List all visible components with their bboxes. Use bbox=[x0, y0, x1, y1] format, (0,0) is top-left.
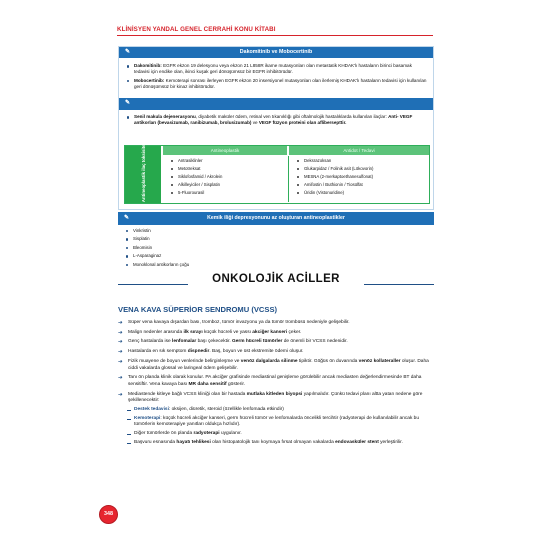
info-box-header bbox=[119, 98, 433, 110]
arrow-item: ➔ Hastalarda en sık semptom dispnedir. Baş, boyun ve üst ekstremite ödemi oluşur. bbox=[118, 349, 304, 356]
column-divider bbox=[288, 156, 289, 202]
arrow-right-icon: ➔ bbox=[118, 391, 123, 398]
toxicity-antidote-table bbox=[124, 129, 430, 204]
column-header-antidote: Antidot / Tedavi bbox=[289, 146, 429, 155]
info-box-title: Kemik iliği depresyonunu az oluşturan antineoplastikler bbox=[207, 215, 345, 221]
dash-item: Başvuru esnasında hayatı tehlikesi olan histopatolojik tanı koymaya fırsat olmayan vakalarda endovasküler stent yerleştirilir. bbox=[118, 440, 438, 447]
antidote-column bbox=[295, 157, 374, 197]
table-cell: Glukarpidaz / Folinik asit (Lökovorin) bbox=[295, 165, 374, 173]
dash-item: Destek tedavisi: oksijen, diüretik, steroid (özellikle lenfomada etkindir) bbox=[118, 407, 438, 414]
table-cell: Metotreksat bbox=[169, 165, 222, 173]
arrow-item: ➔ Tanı ön planda klinik olarak konulur. PA akciğer grafisinde mediastinal genişleme görülebilir ancak mediasten değerlendirmesinde BT daha sensitiftir. Vena kavaya bası MR daha sensitif gösterir. bbox=[118, 375, 422, 387]
list-item: Mobocertinib: Kemoterapi sonrası ilerleyen EGFR ekzon 20 insersiyonel mutasyonları olan ilerlemiş KHDAK'lı hastaların tedavisi için kullanılan geri dönüşümsüz bir kinaz inhibitörüdür. bbox=[125, 78, 427, 91]
list-item: Vinkristin bbox=[124, 227, 189, 235]
table-cell: Üridin (Vistonuridine) bbox=[295, 189, 374, 197]
page-number-badge: 348 bbox=[99, 505, 118, 524]
list-item: L-Asparaginaz bbox=[124, 252, 189, 260]
table-cell: Antrasiklinler bbox=[169, 157, 222, 165]
table-cell: 5-Fluorourasil bbox=[169, 189, 222, 197]
arrow-item: ➔ Süper vena kavaya dışardan bası, tromboz, tümör invazyonu ya da tümör trombüsü nedeniyle gelişebilir. bbox=[118, 320, 350, 326]
info-box-header bbox=[118, 212, 434, 225]
subsection-title: VENA KAVA SÜPERİOR SENDROMU (VCSS) bbox=[118, 305, 278, 314]
arrow-item: ➔ Fizik muayene de boyun venlerinde belirginleşme ve venöz dalgalarda silinme tipiktir. Göğüs ön duvarında venöz kollateraller oluşur. Daha ciddi vakalarda glossal ve laringeal ödem gelişebilir. bbox=[118, 358, 429, 371]
dash-item: Diğer tümörlerde ön planda radyoterapi uygulanır. bbox=[118, 431, 438, 438]
section-rule-right bbox=[364, 284, 434, 285]
list-item: Bleomisin bbox=[124, 244, 189, 252]
arrow-right-icon: ➔ bbox=[118, 375, 123, 382]
arrow-right-icon: ➔ bbox=[118, 358, 123, 365]
list-item: Senil makula dejenerasyonu, diyabetik maküler ödem, retinal ven tıkanıklığı gibi oftalmolojik hastalıklarda kullanılan ilaçlar: Anti- VEGF antikorları (bevasizumab, ranibizumab, brolusizumab) ve VEGF füzyon proteini olan aflibersepttir. bbox=[125, 114, 427, 127]
arrow-right-icon: ➔ bbox=[118, 320, 123, 326]
dash-item: Kemoterapi: küçük hücreli akciğer kanseri, germ hücreli tümör ve lenfomalarda öncelikli tercihtir (radyoterapi de kullanılabilir ancak bu tümörlerin kemoterapiye yanıtları oldukça hızlıdır). bbox=[118, 416, 438, 429]
arrow-right-icon: ➔ bbox=[118, 329, 123, 336]
info-box-header bbox=[119, 47, 433, 58]
vcss-content bbox=[118, 320, 438, 447]
list-item: Sisplatin bbox=[124, 235, 189, 243]
pin-icon: ✎ bbox=[124, 215, 130, 221]
column-header-antineoplastic: Antineoplastik bbox=[163, 146, 287, 155]
table-cell: Siklofosfamid / Akrolein bbox=[169, 173, 222, 181]
arrow-item: ➔ Mediastende kitleye bağlı VCSS kliniği olan bir hastada mutlaka kitleden biyopsi yapılmalıdır. Çünkü tedavi planı altta yatan nedene göre şekillenecektir: bbox=[118, 391, 423, 404]
arrow-right-icon: ➔ bbox=[118, 339, 123, 346]
list-item: Dakomitinib: EGFR ekzon 19 delesyonu veya ekzon 21 L858R ikame mutasyonları olan metastatik KHDAK'lı hastaların birinci basamak tedavisi için endike olan, ikinci kuşak geri dönüşümsüz bir EGFR inhibitörüdür. bbox=[125, 63, 427, 76]
antineoplastic-column bbox=[169, 157, 222, 197]
arrow-right-icon: ➔ bbox=[118, 349, 123, 356]
book-title: KLİNİSYEN YANDAL GENEL CERRAHİ KONU KİTABI bbox=[117, 26, 276, 33]
table-cell: Alkilleyiciler / Sisplatin bbox=[169, 181, 222, 189]
list-item: Monoklonal antikorların çoğu bbox=[124, 261, 189, 269]
info-box-title: Dakomitinib ve Mobocertinib bbox=[239, 49, 313, 55]
table-cell: Deksrazoksan bbox=[295, 157, 374, 165]
table-cell: MESNA (2-merkaptoethanesulfonat) bbox=[295, 173, 374, 181]
pin-icon: ✎ bbox=[125, 100, 131, 106]
table-side-label: Antineoplastik ilaç toksisite ilişkisi bbox=[125, 146, 161, 203]
arrow-item: ➔ Malign nedenler arasında ilk sırayı küçük hücreli ve yassı akciğer kanseri çeker. bbox=[118, 329, 302, 336]
arrow-item: ➔ Genç hastalarda ise lenfomalar başı çekecektir. Germ hücreli tümörler de önemli bir VCSS nedenidir. bbox=[118, 339, 348, 346]
table-cell: Amifostin / Buthionin / Tiosülfat bbox=[295, 181, 374, 189]
header-divider bbox=[117, 35, 433, 36]
section-title: ONKOLOJİK ACİLLER bbox=[212, 273, 340, 285]
bone-marrow-sparing-list bbox=[124, 227, 189, 269]
pin-icon: ✎ bbox=[125, 49, 131, 55]
